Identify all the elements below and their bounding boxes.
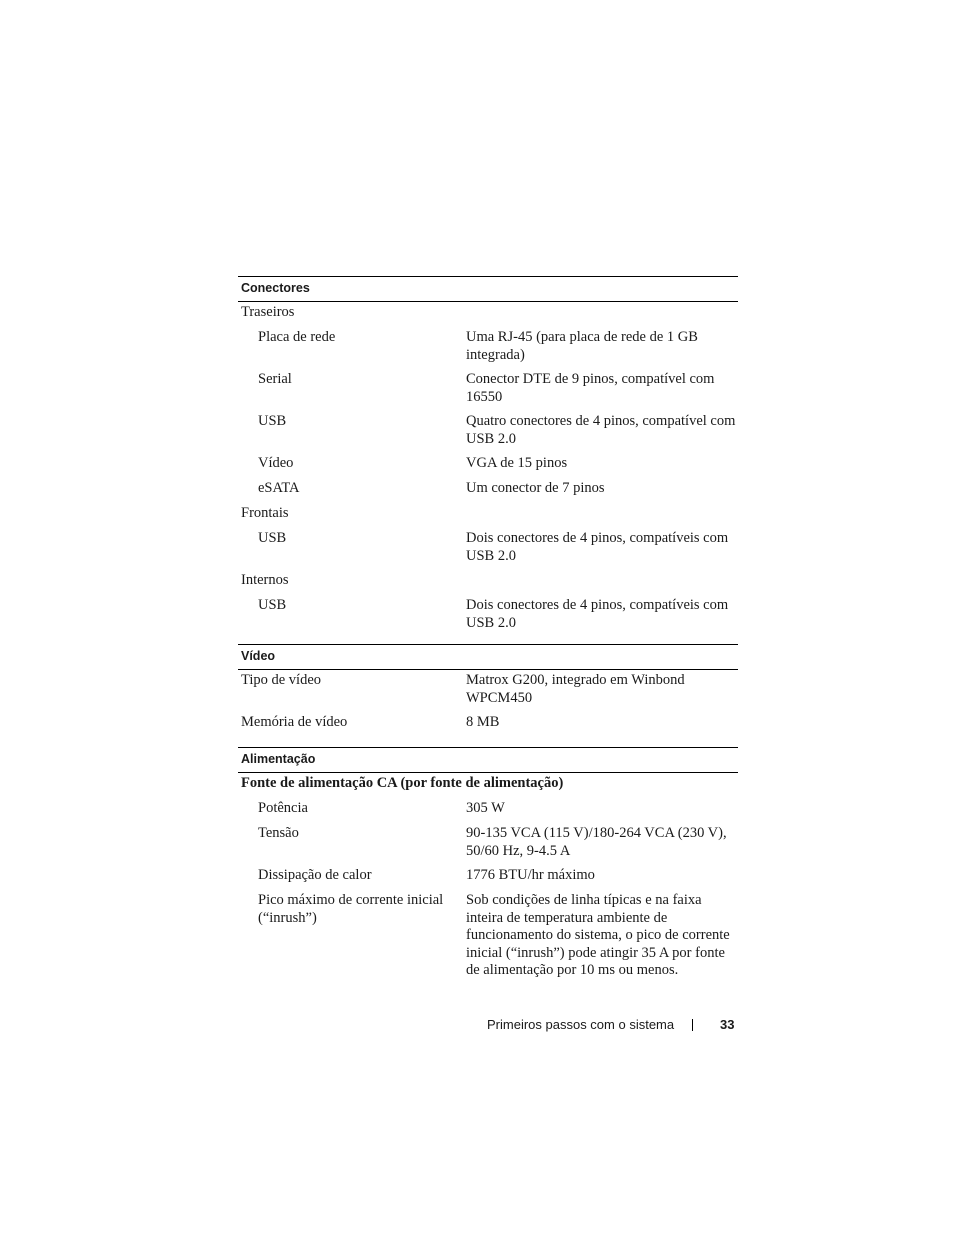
spec-label: Tipo de vídeo bbox=[241, 672, 322, 688]
spec-value: Uma RJ-45 (para placa de rede de 1 GB integrada) bbox=[466, 329, 698, 363]
spec-label: Serial bbox=[258, 371, 292, 387]
spec-label: Dissipação de calor bbox=[258, 867, 372, 883]
spec-table bbox=[238, 276, 738, 982]
spec-row bbox=[238, 800, 738, 825]
group-title-traseiros: Traseiros bbox=[241, 304, 295, 320]
spec-row bbox=[238, 597, 738, 639]
spec-value: 90-135 VCA (115 V)/180-264 VCA (230 V), 50/60 Hz, 9-4.5 A bbox=[466, 825, 727, 859]
spec-row bbox=[238, 413, 738, 455]
footer-title: Primeiros passos com o sistema bbox=[487, 1017, 675, 1032]
page-number: 33 bbox=[720, 1017, 735, 1032]
spec-value: 1776 BTU/hr máximo bbox=[466, 867, 595, 883]
spec-row bbox=[238, 714, 738, 739]
spec-row bbox=[238, 530, 738, 572]
spec-row bbox=[238, 892, 738, 982]
spec-value: Quatro conectores de 4 pinos, compatível com USB 2.0 bbox=[466, 413, 736, 447]
spec-label: Pico máximo de corrente inicial (“inrush”) bbox=[258, 892, 444, 926]
spec-label: Potência bbox=[258, 800, 308, 816]
spec-value: Matrox G200, integrado em Winbond WPCM450 bbox=[466, 672, 685, 706]
spec-value: Conector DTE de 9 pinos, compatível com 16550 bbox=[466, 371, 715, 405]
spec-label: Vídeo bbox=[258, 455, 294, 471]
spec-value: Um conector de 7 pinos bbox=[466, 480, 605, 496]
spec-label: USB bbox=[258, 413, 287, 429]
spec-label: Tensão bbox=[258, 825, 299, 841]
section-header-conectores: Conectores bbox=[238, 276, 738, 302]
section-header-alimentacao: Alimentação bbox=[238, 747, 738, 773]
page-footer bbox=[0, 1015, 954, 1035]
spec-row bbox=[238, 480, 738, 505]
spec-label: Placa de rede bbox=[258, 329, 336, 345]
spec-row bbox=[238, 825, 738, 867]
spec-row bbox=[238, 371, 738, 413]
spec-row bbox=[238, 329, 738, 371]
spec-value: Dois conectores de 4 pinos, compatíveis com USB 2.0 bbox=[466, 530, 729, 564]
section-header-video: Vídeo bbox=[238, 644, 738, 670]
spec-row bbox=[238, 455, 738, 480]
spec-value: 8 MB bbox=[466, 714, 500, 730]
spec-row bbox=[238, 867, 738, 892]
spec-label: USB bbox=[258, 530, 287, 546]
group-title-internos: Internos bbox=[241, 572, 289, 588]
group-title-frontais: Frontais bbox=[241, 505, 289, 521]
spec-value: Sob condições de linha típicas e na faixa inteira de temperatura ambiente de funcionamento do sistema, o pico de corrente inicial (“inrush”) pode atingir 35 A por fonte de alimentação por 10 ms ou menos. bbox=[466, 892, 730, 978]
group-title-fonte: Fonte de alimentação CA (por fonte de alimentação) bbox=[241, 775, 564, 791]
spec-value: Dois conectores de 4 pinos, compatíveis com USB 2.0 bbox=[466, 597, 729, 631]
spec-row bbox=[238, 672, 738, 714]
spec-label: Memória de vídeo bbox=[241, 714, 348, 730]
spec-value: VGA de 15 pinos bbox=[466, 455, 568, 471]
spec-label: eSATA bbox=[258, 480, 300, 496]
footer-divider bbox=[692, 1019, 693, 1031]
spec-label: USB bbox=[258, 597, 287, 613]
spec-value: 305 W bbox=[466, 800, 505, 816]
